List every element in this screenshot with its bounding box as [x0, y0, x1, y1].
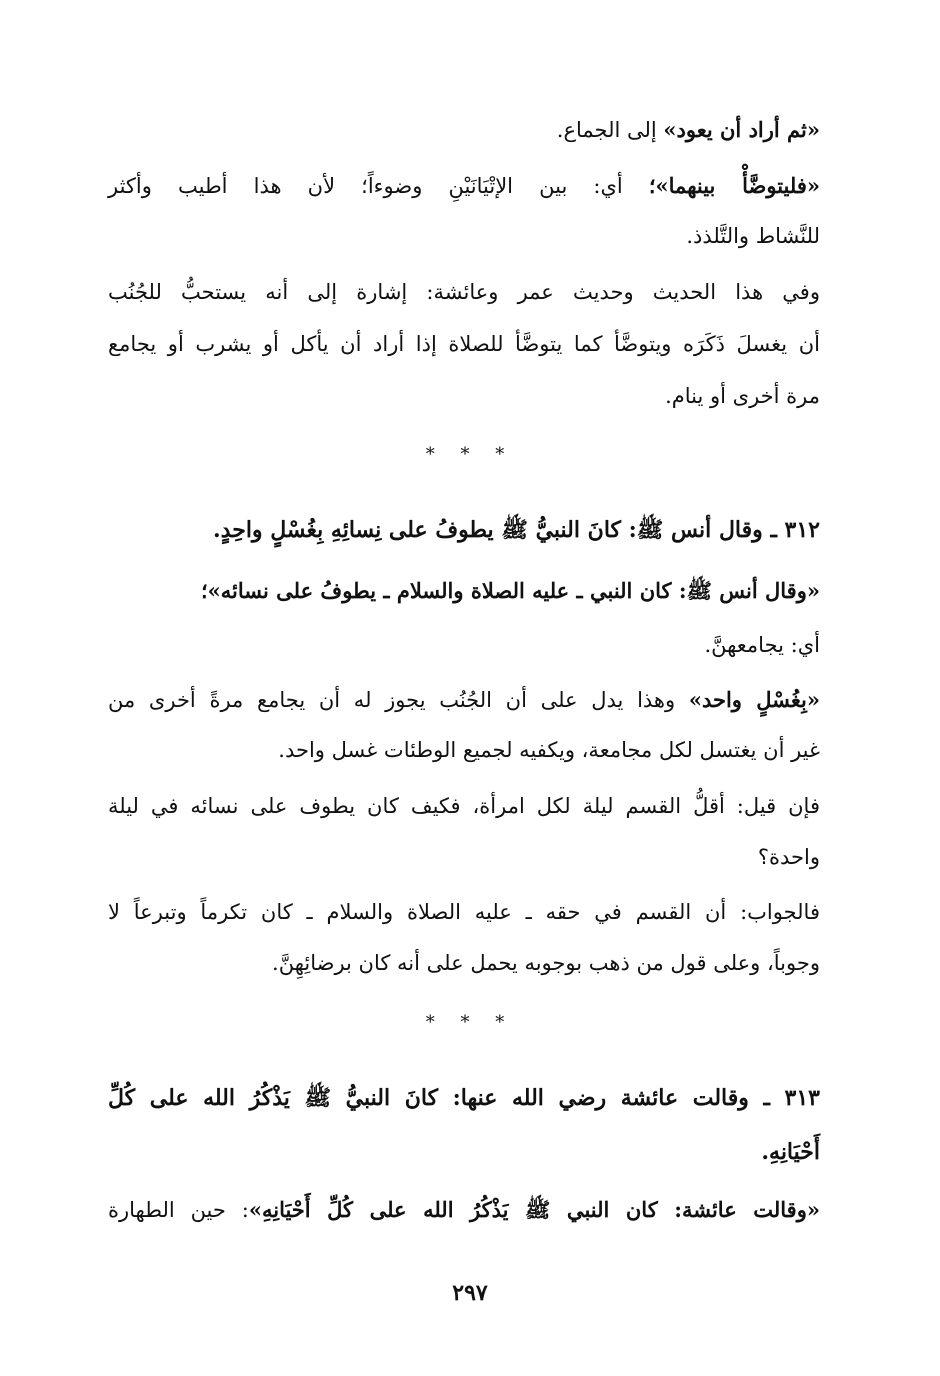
hadith-title: [108, 1083, 820, 1113]
text-line: [704, 630, 820, 660]
page-number: ٢٩٧: [452, 1280, 488, 1306]
text-line: [278, 735, 820, 765]
commentary-text: فإن قيل: أقلُّ القسم ليلة لكل امرأة، فكيف كان يطوف على نسائه في ليلة: [108, 794, 820, 818]
commentary-text: أن يغسلَ ذَكَرَه ويتوضَّأ كما يتوضَّأ للصلاة إذا أراد أن يأكل أو يشرب أو يجامع: [108, 332, 820, 356]
quoted-phrase: «وقالت عائشة: كان النبي ﷺ يَذْكُرُ الله على كُلِّ أَحْيَانِهِ»: [248, 1197, 820, 1222]
text-line: [108, 1195, 820, 1225]
text-line: [758, 842, 820, 872]
commentary-text: وفي هذا الحديث وحديث عمر وعائشة: إشارة إلى أنه يستحبُّ للجُنُب: [108, 280, 820, 304]
text-line: [108, 897, 820, 927]
commentary-text: وهذا يدل على أن الجُنُب يجوز له أن يجامع مرةً أخرى من: [108, 688, 689, 712]
section-separator: * * *: [425, 444, 515, 465]
text-line: [201, 576, 820, 606]
commentary-text: : حين الطهارة: [108, 1198, 249, 1222]
text-line: [108, 277, 820, 307]
text-line: [665, 381, 820, 411]
text-line: [108, 791, 820, 821]
commentary-text: غير أن يغتسل لكل مجامعة، ويكفيه لجميع الوطئات غسل واحد.: [278, 738, 820, 762]
text-line: [108, 685, 820, 715]
text-line: [108, 171, 820, 201]
commentary-text: أي: بين الإتْيَانَيْنِ وضوءاً؛ لأن هذا أطيب وأكثر: [108, 174, 649, 198]
hadith-title: [761, 1137, 820, 1167]
hadith-title-text: ٣١٢ ـ وقال أنس ﷺ: كانَ النبيُّ ﷺ يطوفُ على نِسائِهِ بِغُسْلٍ واحِدٍ.: [213, 517, 820, 543]
commentary-text: للنَّشاط والتَّلذذ.: [686, 224, 820, 248]
quoted-phrase: «ثم أراد أن يعود»: [663, 117, 820, 142]
hadith-title-text: أَحْيَانِهِ.: [761, 1139, 820, 1165]
quoted-phrase: «وقال أنس ﷺ: كان النبي ـ عليه الصلاة والسلام ـ يطوفُ على نسائه»؛: [200, 578, 820, 603]
commentary-text: واحدة؟: [757, 845, 820, 869]
hadith-title: [213, 515, 820, 545]
text-line: [686, 221, 820, 251]
text-line: [272, 948, 820, 978]
section-separator: * * *: [425, 1012, 515, 1033]
commentary-text: مرة أخرى أو ينام.: [665, 384, 820, 408]
commentary-text: أي: يجامعهنَّ.: [704, 633, 820, 657]
hadith-title-text: ٣١٣ ـ وقالت عائشة رضي الله عنها: كانَ النبيُّ ﷺ يَذْكُرُ الله على كُلِّ: [108, 1085, 820, 1111]
commentary-text: وجوباً، وعلى قول من ذهب بوجوبه يحمل على أنه كان برضائِهِنَّ.: [272, 951, 820, 975]
commentary-text: إلى الجماع.: [556, 118, 664, 142]
quoted-phrase: «فليتوضَّأْ بينهما»؛: [648, 173, 821, 198]
quoted-phrase: «بِغُسْلٍ واحد»: [688, 687, 821, 712]
text-line: [557, 115, 820, 145]
text-line: [108, 329, 820, 359]
commentary-text: فالجواب: أن القسم في حقه ـ عليه الصلاة والسلام ـ كان تكرماً وتبرعاً لا: [108, 900, 820, 924]
